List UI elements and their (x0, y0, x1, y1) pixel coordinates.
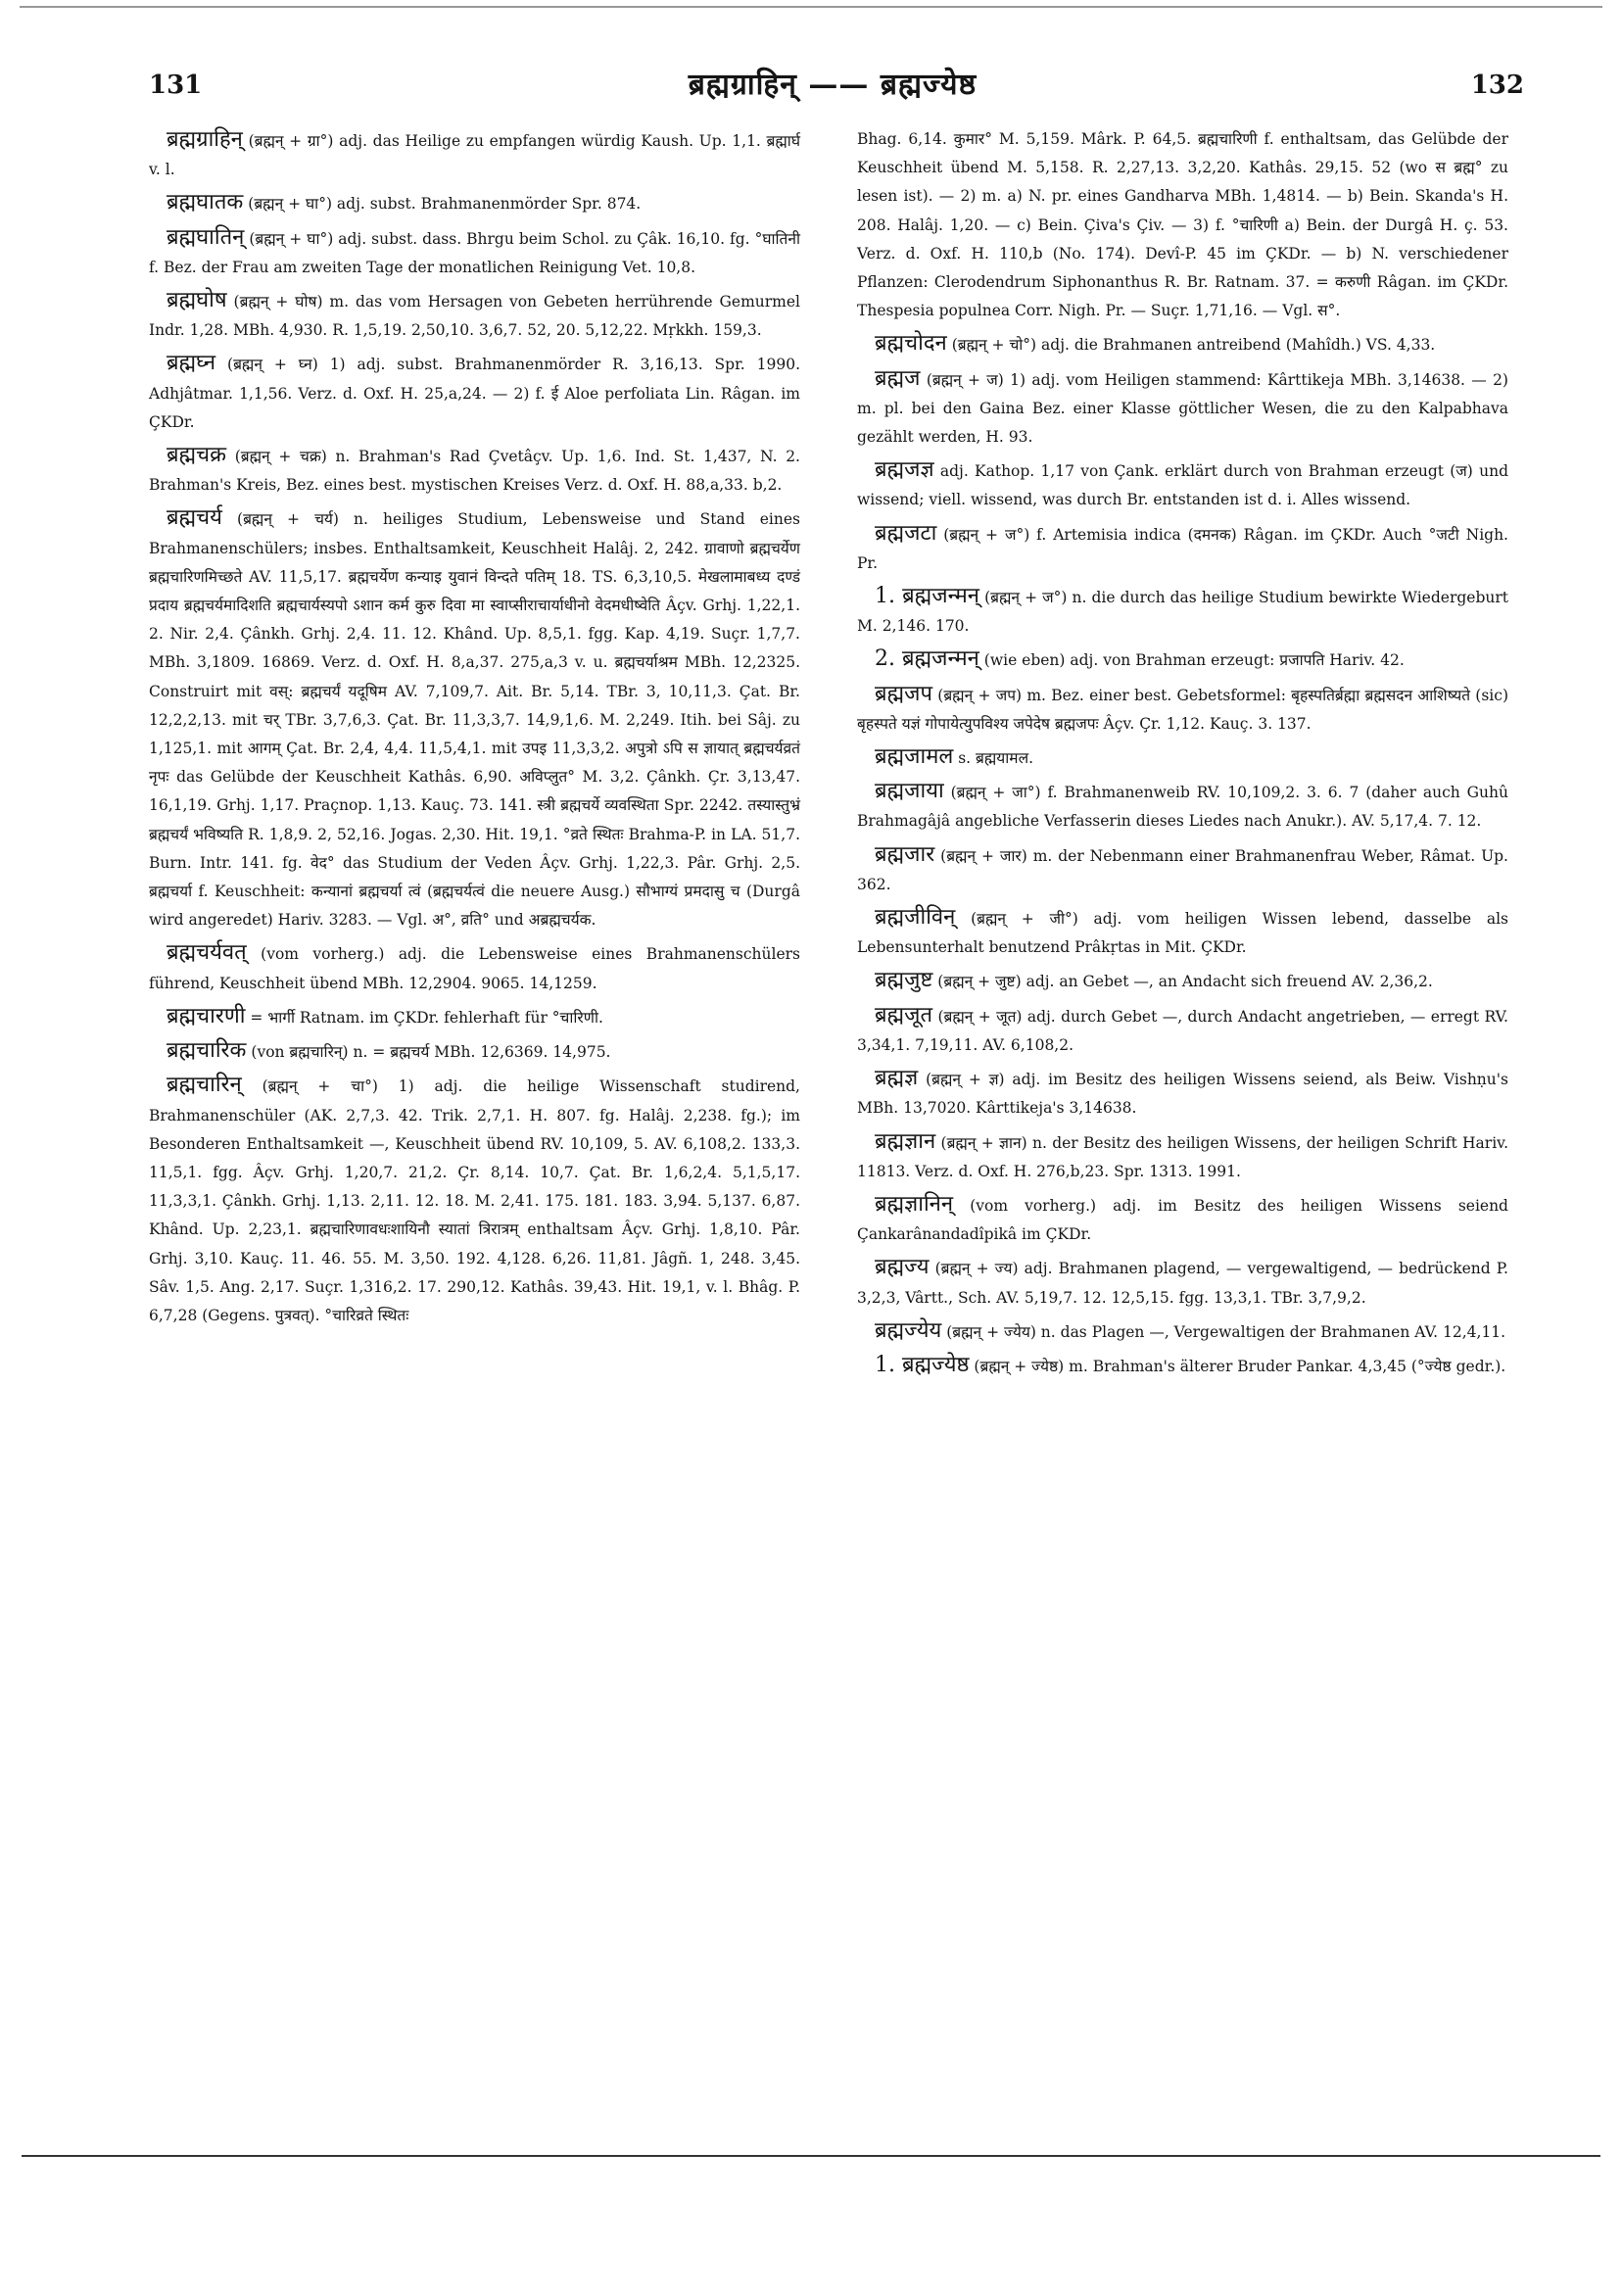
dictionary-entry (149, 1002, 800, 1032)
dictionary-entry (149, 125, 800, 184)
entry-text: = भार्गी Ratnam. im ÇKDr. fehlerhaft für °चारिणी. (250, 1008, 603, 1027)
dictionary-entry (857, 1190, 1508, 1249)
bottom-rule (22, 2155, 1600, 2157)
dictionary-entry (857, 966, 1508, 996)
entry-text: (ब्रह्मन् + चक्र) n. Brahman's Rad Çvetâçv. Up. 1,6. Ind. St. 1,437, N. 2. Brahman's Kreis, Bez. eines best. mystischen Kreises Verz. d. Oxf. H. 88,a,33. b,2. (149, 448, 800, 495)
entry-text: (ब्रह्मन् + जुष्ट) adj. an Gebet —, an Andacht sich freuend AV. 2,36,2. (937, 973, 1433, 991)
entry-text: (ब्रह्मन् + घा°) adj. subst. dass. Bhrgu beim Schol. zu Çâk. 16,10. fg. °घातिनी f. Bez. der Frau am zweiten Tage der monatlichen Reinigung Vet. 10,8. (149, 229, 800, 276)
dictionary-entry (857, 455, 1508, 514)
entry-lemma: ब्रह्मचक्र (167, 443, 227, 468)
entry-lemma: ब्रह्मघोष (167, 288, 227, 313)
entry-text: (ब्रह्मन् + ज्येय) n. das Plagen —, Vergewaltigen der Brahmanen AV. 12,4,11. (946, 1322, 1506, 1341)
entry-lemma: ब्रह्मचर्यवत् (167, 940, 247, 966)
entry-text: s. ब्रह्मयामल. (958, 749, 1034, 768)
entry-text: (ब्रह्मन् + चा°) 1) adj. die heilige Wissenschaft studirend, Brahmanenschüler (AK. 2,7,3. 42. Trik. 2,7,1. H. 807. fg. Halâj. 2,238. fg.); im Besonderen Enthaltsamkeit —, Keuschheit übend RV. 10,109, 5. AV. 6,108,2. 133,3. 11,5,1. fgg. Âçv. Grhj. 1,20,7. 21,2. Çr. 8,14. 10,7. Çat. Br. 1,6,2,4. 5,1,5,17. 11,3,3,1. Çânkh. Grhj. 1,13. 2,11. 12. 18. M. 2,41. 175. 181. 183. 3,94. 5,137. 6,87. Khând. Up. 2,23,1. ब्रह्मचारिणावधःशायिनौ स्यातां त्रिरात्रम् enthaltsam Âçv. Grhj. 1,8,10. Pâr. Grhj. 3,10. Kauç. 11. 46. 55. M. 3,50. 192. 4,128. 6,26. 11,81. Jâgñ. 1, 248. 3,45. Sâv. 1,5. Ang. 2,17. Suçr. 1,316,2. 17. 290,12. Kathâs. 39,43. Hit. 19,1, v. l. Bhâg. P. 6,7,28 (Gegens. पुत्रवत्). °चारिव्रते स्थितः (149, 1077, 800, 1324)
dictionary-entry (149, 1036, 800, 1067)
entry-text: (ब्रह्मन् + ज्ञान) n. der Besitz des heiligen Wissens, der heiligen Schrift Hariv. 11813. Verz. d. Oxf. H. 276,b,23. Spr. 1313. 1991. (857, 1133, 1508, 1180)
entry-text: (ब्रह्मन् + ज्ञ) adj. im Besitz des heiligen Wissens seiend, als Beiw. Vishṇu's MBh. 13,7020. Kârttikeja's 3,14638. (857, 1071, 1508, 1118)
entry-lemma: ब्रह्मज्ञ (875, 1066, 919, 1091)
dictionary-entry (149, 938, 800, 997)
entry-lemma: ब्रह्मज्ञानिन् (875, 1191, 954, 1217)
dictionary-entry (857, 645, 1508, 675)
entry-lemma: 2. ब्रह्मजन्मन् (875, 646, 979, 672)
dictionary-entry (857, 1351, 1508, 1381)
dictionary-entry (857, 1253, 1508, 1312)
entry-text: adj. Kathop. 1,17 von Çank. erklärt durch von Brahman erzeugt (ज) und wissend; viell. wissend, was durch Br. entstanden ist d. i. Alles wissend. (857, 462, 1508, 509)
entry-lemma: ब्रह्मघ्न (167, 351, 216, 376)
dictionary-entry (149, 188, 800, 218)
entry-lemma: ब्रह्मजार (875, 841, 935, 867)
entry-text: (ब्रह्मन् + ज्य) adj. Brahmanen plagend, — vergewaltigend, — bedrückend P. 3,2,3, Vârtt., Sch. AV. 5,19,7. 12. 12,5,15. fgg. 13,3,1. TBr. 3,7,9,2. (857, 1260, 1508, 1307)
entry-text: (ब्रह्मन् + ज°) f. Artemisia indica (दमनक) Râgan. im ÇKDr. Auch °जटी Nigh. Pr. (857, 525, 1508, 572)
entry-text: (ब्रह्मन् + जी°) adj. vom heiligen Wissen lebend, dasselbe als Lebensunterhalt benutzend Prâkṛtas in Mit. ÇKDr. (857, 910, 1508, 957)
entry-text: (ब्रह्मन् + जा°) f. Brahmanenweib RV. 10,109,2. 3. 6. 7 (daher auch Guhû Brahmagâjâ angebliche Verfasserin dieses Liedes nach Anukr.). AV. 5,17,4. 7. 12. (857, 784, 1508, 831)
entry-lemma: ब्रह्मघातिन् (167, 224, 245, 250)
dictionary-entry (857, 777, 1508, 836)
page-number-left: 131 (149, 71, 203, 100)
entry-lemma: ब्रह्मग्राहिन् (167, 127, 243, 152)
entry-lemma: ब्रह्मचारिन् (167, 1073, 242, 1098)
dictionary-entry (857, 1316, 1508, 1347)
entry-text: (wie eben) adj. von Brahman erzeugt: प्रजापति Hariv. 42. (983, 651, 1405, 670)
dictionary-entry (857, 742, 1508, 773)
entry-text: (ब्रह्मन् + जप) m. Bez. einer best. Gebetsformel: बृहस्पतिर्ब्रह्मा ब्रह्मसदन आशिष्यते (sic) बृहस्पते यज्ञं गोपायेत्युपविश्य जपेदेष ब्रह्मजपः Âçv. Çr. 1,12. Kauç. 3. 137. (857, 686, 1508, 733)
entry-lemma: ब्रह्मज्ञान (875, 1128, 936, 1154)
dictionary-entry (149, 1071, 800, 1330)
dictionary-entry (857, 840, 1508, 899)
entry-text: (ब्रह्मन् + जूत) adj. durch Gebet —, durch Andacht angetrieben, — erregt RV. 3,34,1. 7,19,11. AV. 6,108,2. (857, 1007, 1508, 1054)
entry-text: (ब्रह्मन् + चो°) adj. die Brahmanen antreibend (Mahîdh.) VS. 4,33. (951, 336, 1436, 355)
dictionary-entry (857, 519, 1508, 578)
dictionary-entry (857, 125, 1508, 325)
dictionary-entry (857, 582, 1508, 641)
dictionary-entry (149, 286, 800, 345)
dictionary-entry (857, 329, 1508, 359)
entry-text: (ब्रह्मन् + ज) 1) adj. vom Heiligen stammend: Kârttikeja MBh. 3,14638. — 2) m. pl. bei den Gaina Bez. einer Klasse göttlicher Wesen, die zu den Kalpabhava gezählt werden, H. 93. (857, 370, 1508, 447)
entry-text: (ब्रह्मन् + ज°) n. die durch das heilige Studium bewirkte Wiedergeburt M. 2,146. 170. (857, 589, 1508, 636)
entry-text: (ब्रह्मन् + घोष) m. das vom Hersagen von Gebeten herrührende Gemurmel Indr. 1,28. MBh. 4,930. R. 1,5,19. 2,50,10. 3,6,7. 52, 20. 5,12,22. Mṛkkh. 159,3. (149, 293, 800, 340)
entry-lemma: ब्रह्मजीविन् (875, 905, 956, 931)
entry-text: (von ब्रह्मचारिन्) n. = ब्रह्मचर्य MBh. 12,6369. 14,975. (251, 1043, 611, 1062)
top-rule (20, 6, 1602, 8)
dictionary-entry (149, 223, 800, 282)
entry-lemma: ब्रह्मजुष्ट (875, 968, 933, 993)
entry-text: (vom vorherg.) adj. im Besitz des heiligen Wissens seiend Çankarânandadîpikâ im ÇKDr. (857, 1196, 1508, 1244)
dictionary-entry (149, 349, 800, 437)
entry-text: (ब्रह्मन् + ज्येष्ठ) m. Brahman's älterer Bruder Pankar. 4,3,45 (°ज्येष्ठ gedr.). (974, 1357, 1506, 1375)
entry-text: (ब्रह्मन् + जार) m. der Nebenmann einer Brahmanenfrau Weber, Râmat. Up. 362. (857, 846, 1508, 893)
dictionary-entry (857, 1001, 1508, 1060)
dictionary-entry (149, 441, 800, 500)
entry-lemma: ब्रह्मज्य (875, 1255, 930, 1280)
entry-text: (ब्रह्मन् + चर्य) n. heiliges Studium, Lebensweise und Stand eines Brahmanenschülers; insbes. Enthaltsamkeit, Keuschheit Halâj. 2, 242. ग्रावाणो ब्रह्मचर्येण ब्रह्मचारिणमिच्छते AV. 11,5,17. ब्रह्मचर्येण कन्याइ युवानं विन्दते पतिम् 18. TS. 6,3,10,5. मेखलामाबध्य दण्डं प्रदाय ब्रह्मचर्यमादिशति ब्रह्मचार्यस्यपो ऽशान कर्म कुरु दिवा मा स्वाप्सीराचार्याधीनो वेदमधीष्वेति Âçv. Grhj. 1,22,1. 2. Nir. 2,4. Çânkh. Grhj. 2,4. 11. 12. Khând. Up. 8,5,1. fgg. Kap. 4,19. Suçr. 1,7,7. MBh. 3,1809. 16869. Verz. d. Oxf. H. 8,a,37. 275,a,3 v. u. ब्रह्मचर्याश्रम MBh. 12,2325. Construirt mit वस्: ब्रह्मचर्यं यदूषिम AV. 7,109,7. Ait. Br. 5,14. TBr. 3, 10,11,3. Çat. Br. 12,2,2,13. mit चर् TBr. 3,7,6,3. Çat. Br. 11,3,3,7. 14,9,1,6. M. 2,249. Itih. bei Sâj. zu 1,125,1. mit आगम् Çat. Br. 2,4, 4,4. 11,5,4,1. mit उपइ 11,3,3,2. अपुत्रो ऽपि स ज्ञायात् ब्रह्मचर्यव्रतं नृपः das Gelübde der Keuschheit Kathâs. 6,90. अविप्लुत° M. 3,2. Çânkh. Çr. 3,13,47. 16,1,19. Grhj. 1,17. Praçnop. 1,13. Kauç. 73. 141. स्त्री ब्रह्मचर्ये व्यवस्थिता Spr. 2242. तस्यास्तुभ्रं ब्रह्मचर्यं भविष्यति R. 1,8,9. 2, 52,16. Jogas. 2,30. Hit. 19,1. °व्रते स्थितः Brahma-P. in LA. 51,7. Burn. Intr. 141. fg. वेद° das Studium der Veden Âçv. Grhj. 1,22,3. Pâr. Grhj. 2,5. ब्रह्मचर्या f. Keuschheit: कन्यानां ब्रह्मचर्या त्वं (ब्रह्मचर्यत्वं die neuere Ausg.) सौभाग्यं प्रमदासु च (Durgâ wird angeredet) Hariv. 3283. — Vgl. अ°, व्रति° und अब्रह्मचर्यक. (149, 510, 800, 930)
dictionary-entry (857, 1064, 1508, 1123)
entry-lemma: ब्रह्मजामल (875, 744, 954, 770)
entry-lemma: ब्रह्मजूत (875, 1002, 933, 1028)
left-column (149, 125, 800, 1334)
entry-lemma: ब्रह्मचारणी (167, 1003, 246, 1028)
entry-lemma: ब्रह्मजज्ञ (875, 457, 934, 483)
entry-text: (ब्रह्मन् + घा°) adj. subst. Brahmanenmörder Spr. 874. (248, 195, 642, 214)
entry-lemma: ब्रह्मजप (875, 681, 933, 706)
entry-text: (ब्रह्मन् + ग्रा°) adj. das Heilige zu empfangen würdig Kaush. Up. 1,1. ब्रह्मार्घ v. l. (149, 132, 800, 179)
entry-text: (ब्रह्मन् + घ्न) 1) adj. subst. Brahmanenmörder R. 3,16,13. Spr. 1990. Adhjâtmar. 1,1,56. Verz. d. Oxf. H. 25,a,24. — 2) f. ई Aloe perfoliata Lin. Râgan. im ÇKDr. (149, 356, 800, 431)
dictionary-entry (149, 503, 800, 934)
page-number-right: 132 (1470, 71, 1524, 100)
entry-lemma: ब्रह्मजाया (875, 779, 944, 804)
entry-lemma: ब्रह्मघातक (167, 190, 244, 215)
entry-lemma: ब्रह्मचोदन (875, 331, 947, 357)
dictionary-entry (857, 903, 1508, 962)
entry-lemma: ब्रह्मचारिक (167, 1038, 247, 1064)
entry-text: Bhag. 6,14. कुमार° M. 5,159. Mârk. P. 64,5. ब्रह्मचारिणी f. enthaltsam, das Gelübde der Keuschheit übend M. 5,158. R. 2,27,13. 3,2,20. Kathâs. 29,15. 52 (wo स ब्रह्म° zu lesen ist). — 2) m. a) N. pr. eines Gandharva MBh. 1,4814. — b) Bein. Skanda's H. 208. Halâj. 1,20. — c) Bein. Çiva's Çiv. — 3) f. °चारिणी a) Bein. der Durgâ H. ç. 53. Verz. d. Oxf. H. 110,b (No. 174). Devî-P. 45 im ÇKDr. — b) N. verschiedener Pflanzen: Clerodendrum Siphonanthus R. Br. Ratnam. 37. = करुणी Râgan. im ÇKDr. Thespesia populnea Corr. Nigh. Pr. — Suçr. 1,71,16. — Vgl. स°. (857, 130, 1508, 320)
running-head: ब्रह्मग्राहिन् —— ब्रह्मज्येष्ठ (688, 68, 978, 102)
entry-lemma: ब्रह्मजटा (875, 520, 937, 546)
entry-lemma: 1. ब्रह्मजन्मन् (875, 584, 979, 609)
dictionary-entry (857, 364, 1508, 453)
entry-lemma: ब्रह्मज्येय (875, 1317, 942, 1343)
entry-lemma: 1. ब्रह्मज्येष्ठ (875, 1352, 970, 1377)
dictionary-entry (857, 680, 1508, 739)
entry-text: (vom vorherg.) adj. die Lebensweise eines Brahmanenschülers führend, Keuschheit übend MBh. 12,2904. 9065. 14,1259. (149, 945, 800, 992)
right-column (857, 125, 1508, 1385)
entry-lemma: ब्रह्मचर्य (167, 505, 222, 531)
entry-lemma: ब्रह्मज (875, 365, 921, 391)
dictionary-entry (857, 1127, 1508, 1186)
